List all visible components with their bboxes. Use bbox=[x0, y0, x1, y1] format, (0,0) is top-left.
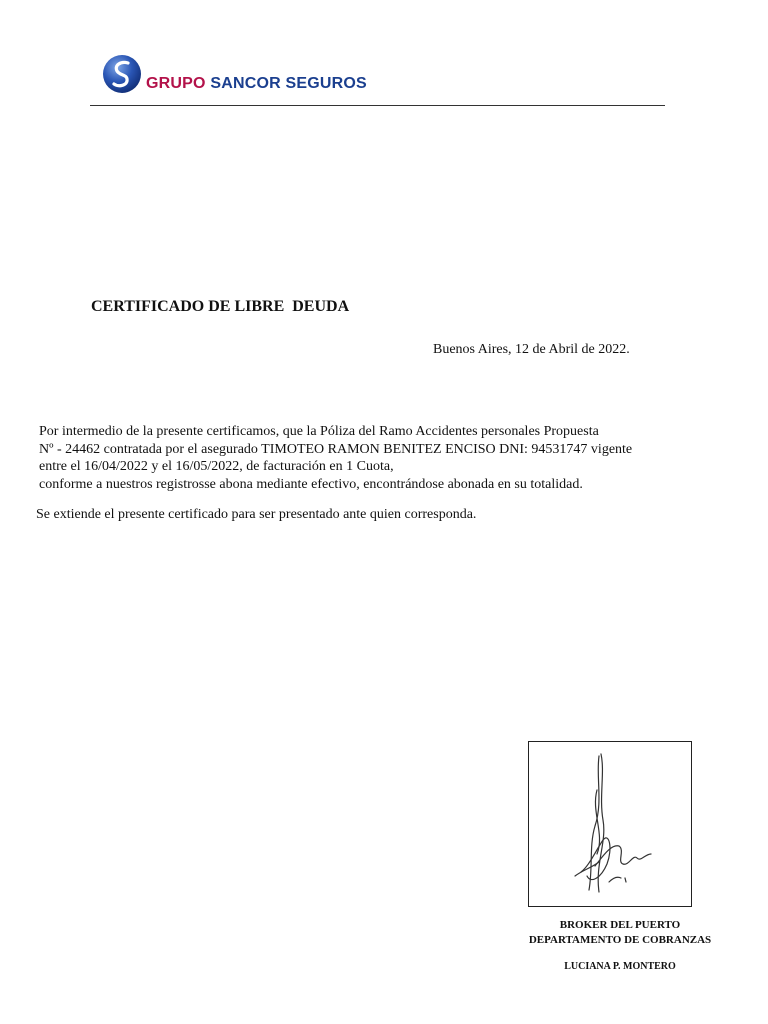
signature-box bbox=[528, 741, 692, 907]
document-title: CERTIFICADO DE LIBRE DEUDA bbox=[91, 298, 350, 315]
signature-organization bbox=[520, 918, 720, 948]
logo-wordmark bbox=[146, 75, 367, 93]
signer-name: LUCIANA P. MONTERO bbox=[564, 961, 676, 972]
company-logo bbox=[90, 48, 380, 98]
place-date: Buenos Aires, 12 de Abril de 2022. bbox=[433, 342, 630, 357]
logo-brand-part1: GRUPO bbox=[146, 75, 206, 92]
header-divider bbox=[90, 105, 665, 106]
body-line: entre el 16/04/2022 y el 16/05/2022, de facturación en 1 Cuota, bbox=[39, 459, 394, 474]
certificate-body bbox=[39, 423, 699, 493]
org-line-broker: BROKER DEL PUERTO bbox=[559, 919, 681, 931]
handwritten-signature bbox=[529, 742, 691, 906]
body-line: Por intermedio de la presente certificamos, que la Póliza del Ramo Accidentes personales Propuesta bbox=[39, 424, 599, 439]
extends-statement: Se extiende el presente certificado para ser presentado ante quien corresponda. bbox=[36, 507, 477, 522]
sancor-sphere-logo-icon bbox=[101, 53, 145, 97]
logo-brand-part2: SANCOR SEGUROS bbox=[210, 75, 367, 92]
body-line: conforme a nuestros registrosse abona mediante efectivo, encontrándose abonada en su totalidad. bbox=[39, 476, 583, 492]
body-line: Nº - 24462 contratada por el asegurado TIMOTEO RAMON BENITEZ ENCISO DNI: 94531747 vigente bbox=[39, 441, 633, 457]
org-line-department: DEPARTAMENTO DE COBRANZAS bbox=[528, 934, 712, 946]
